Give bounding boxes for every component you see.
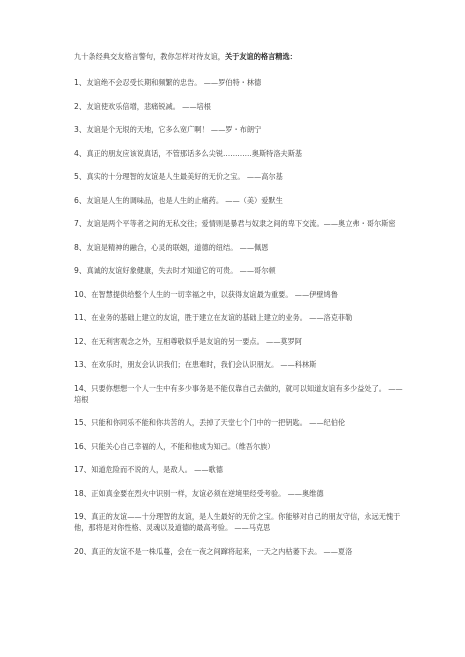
quote-number: 1、 — [74, 78, 87, 87]
quote-item — [74, 101, 404, 112]
quote-text: 知道危险而不说的人，是敌人。 ——歌德 — [91, 465, 223, 474]
quote-item — [74, 488, 404, 499]
quote-item — [74, 359, 404, 370]
quote-text: 真正的友谊不是一株瓜蔓，会在一夜之间蹿将起来，一天之内枯萎下去。 ——夏洛 — [91, 546, 353, 556]
quote-text: 友谊绝不会忍受长期和频繁的忠告。 ——罗伯特・林德 — [86, 78, 262, 87]
document-content — [74, 52, 404, 557]
quote-item — [74, 124, 404, 135]
quote-item — [74, 195, 404, 206]
quote-item — [74, 511, 404, 533]
quote-item — [74, 383, 404, 405]
quote-number: 6、 — [74, 195, 87, 205]
quote-text: 友谊是人生的调味品，也是人生的止痛药。 ——（美）爱默生 — [86, 195, 283, 205]
quote-number: 20、 — [74, 546, 92, 556]
quote-text: 真诚的友谊好象健康，失去时才知道它的可贵。 ——哥尔顿 — [86, 266, 276, 275]
quote-text: 只能和你同乐不能和你共苦的人，丢掉了天堂七个门中的一把钥匙。 ——纪伯伦 — [91, 418, 346, 427]
quote-item — [74, 546, 404, 557]
quote-item — [74, 441, 404, 452]
intro-prefix: 九十条经典交友格言警句，教你怎样对待友谊， — [74, 52, 225, 61]
quote-item — [74, 242, 404, 253]
quote-text: 在无利害观念之外，互相尊敬似乎是友谊的另一要点。 ——莫罗阿 — [91, 336, 302, 346]
intro-line — [74, 52, 404, 62]
quote-text: 友谊使欢乐倍增，悲痛锐减。 ——培根 — [86, 101, 211, 111]
quote-number: 18、 — [74, 488, 92, 498]
quote-number: 19、 — [74, 512, 92, 521]
quote-number: 5、 — [74, 172, 87, 181]
quote-text: 只能关心自己幸福的人，不能和他成为知己。（维吾尔族） — [91, 441, 275, 451]
quote-item — [74, 265, 404, 276]
quote-number: 2、 — [74, 101, 87, 111]
quote-item — [74, 148, 404, 159]
quote-item — [74, 77, 404, 88]
quote-number: 14、 — [74, 383, 92, 393]
quote-item — [74, 312, 404, 323]
quote-number: 12、 — [74, 336, 92, 346]
quote-text: 在智慧提供给整个人生的一切幸福之中，以获得友谊最为重要。 ——伊壁鸠鲁 — [91, 289, 338, 299]
quote-number: 4、 — [74, 148, 87, 158]
quote-item — [74, 417, 404, 428]
quote-number: 7、 — [74, 219, 87, 228]
quote-text: 正如真金要在烈火中识别一样，友谊必须在逆境里经受考验。 ——奥维德 — [91, 488, 324, 498]
intro-bold-heading: 关于友谊的格言精选： — [224, 52, 297, 61]
quote-text: 友谊是精神的融合，心灵的联姻，道德的纽结。 ——佩恩 — [86, 242, 269, 252]
quote-number: 17、 — [74, 465, 92, 474]
quote-item — [74, 289, 404, 300]
quote-text: 在欢乐时，朋友会认识我们；在患难时，我们会认识朋友。 ——科林斯 — [91, 360, 317, 369]
quote-number: 3、 — [74, 125, 87, 134]
quote-text: 真实的十分理智的友谊是人生最美好的无价之宝。 ——高尔基 — [86, 172, 283, 181]
quote-item — [74, 171, 404, 182]
quote-number: 16、 — [74, 441, 92, 451]
quote-number: 10、 — [74, 289, 92, 299]
quote-text: 在业务的基础上建立的友谊，胜于建立在友谊的基础上建立的业务。 ——洛克菲勒 — [91, 313, 353, 322]
quote-text: 友谊是个无垠的天地，它多么宽广啊！ ——罗・布朗宁 — [86, 125, 262, 134]
quote-text: 真正的朋友应该说真话，不管那话多么尖锐…………奥斯特洛夫斯基 — [86, 148, 303, 158]
quote-text: 友谊是两个平等者之间的无私交往；爱情则是暴君与奴隶之间的卑下交流。——奥立弗・哥尔斯密 — [86, 219, 396, 228]
quote-number: 15、 — [74, 418, 92, 427]
quote-item — [74, 464, 404, 475]
quote-text: 只要你想想一个人一生中有多少事务是不能仅靠自己去做的，就可以知道友谊有多少益处了。 ——培根 — [74, 383, 403, 404]
quote-number: 13、 — [74, 360, 92, 369]
quote-number: 11、 — [74, 313, 92, 322]
quote-item — [74, 218, 404, 229]
quote-number: 9、 — [74, 266, 87, 275]
quote-number: 8、 — [74, 242, 87, 252]
quote-text: 真正的友谊——十分理智的友谊，是人生最好的无价之宝。你能够对自己的朋友守信，永远无愧于他，那将是对你性格、灵魂以及道德的最高考验。 ——马克思 — [74, 512, 401, 532]
quote-item — [74, 336, 404, 347]
